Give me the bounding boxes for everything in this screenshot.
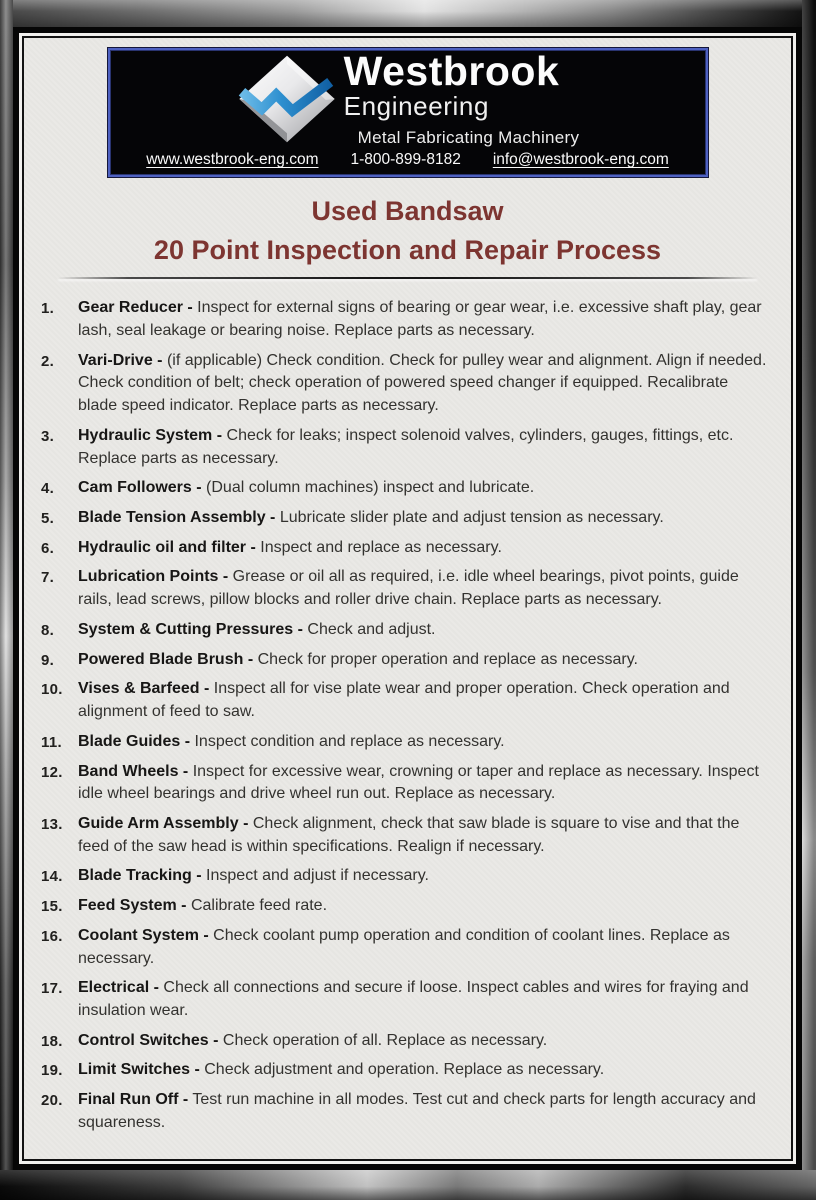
brand-division: Engineering bbox=[343, 91, 490, 121]
metallic-frame-bottom bbox=[0, 1170, 816, 1200]
item-number: 1. bbox=[41, 300, 55, 318]
header-box bbox=[108, 48, 708, 177]
item-number: 9. bbox=[41, 651, 55, 669]
item-text: Check and adjust. bbox=[307, 620, 436, 638]
item-number: 3. bbox=[41, 427, 55, 445]
item-label: Control Switches - bbox=[78, 1031, 219, 1049]
item-text: Inspect for excessive wear, crowning or taper and replace as necessary. Inspect idle wheel bearings and drive wheel run out. Replace as necessary. bbox=[78, 762, 759, 803]
title-divider bbox=[58, 277, 757, 279]
item-text: Check all connections and secure if loose. Inspect cables and wires for fraying and insulation wear. bbox=[78, 979, 749, 1019]
item-label: System & Cutting Pressures - bbox=[78, 620, 303, 638]
list-item bbox=[41, 477, 771, 500]
item-text: Inspect and replace as necessary. bbox=[260, 538, 502, 556]
item-label: Blade Tracking - bbox=[78, 867, 202, 885]
item-number: 12. bbox=[41, 763, 63, 781]
item-label: Guide Arm Assembly - bbox=[78, 814, 249, 832]
brand-tagline: Metal Fabricating Machinery bbox=[357, 127, 580, 147]
item-number: 2. bbox=[41, 352, 55, 370]
item-number: 20. bbox=[41, 1092, 63, 1110]
item-label: Hydraulic System - bbox=[78, 426, 223, 444]
item-label: Hydraulic oil and filter - bbox=[78, 538, 256, 556]
page-title-line1: Used Bandsaw bbox=[311, 196, 504, 226]
list-item bbox=[41, 895, 771, 918]
list-item bbox=[41, 813, 771, 858]
item-text: Check for leaks; inspect solenoid valves, cylinders, gauges, fittings, etc. Replace parts as necessary. bbox=[78, 426, 734, 467]
list-item bbox=[41, 619, 771, 642]
item-label: Limit Switches - bbox=[78, 1061, 200, 1079]
item-label: Powered Blade Brush - bbox=[78, 650, 254, 668]
list-item bbox=[41, 761, 771, 806]
item-label: Blade Tension Assembly - bbox=[78, 509, 276, 527]
contact-row bbox=[146, 151, 669, 175]
inspection-list bbox=[24, 297, 791, 1134]
item-label: Electrical - bbox=[78, 979, 159, 997]
paper-content bbox=[24, 38, 791, 1159]
page-title-line2: 20 Point Inspection and Repair Process bbox=[153, 235, 662, 266]
item-number: 13. bbox=[41, 815, 63, 833]
item-text: Inspect and adjust if necessary. bbox=[206, 867, 429, 885]
brand-text-block bbox=[343, 48, 580, 148]
item-number: 17. bbox=[41, 980, 63, 998]
metallic-frame-top bbox=[0, 0, 816, 28]
item-text: Check for proper operation and replace as necessary. bbox=[257, 650, 638, 668]
website-link[interactable]: www.westbrook-eng.com bbox=[146, 150, 319, 168]
item-number: 5. bbox=[41, 510, 55, 528]
item-number: 6. bbox=[41, 539, 55, 557]
item-label: Gear Reducer - bbox=[78, 299, 193, 317]
item-text: Inspect all for vise plate wear and proper operation. Check operation and alignment of feed to saw. bbox=[78, 680, 730, 721]
item-text: Check operation of all. Replace as necessary. bbox=[222, 1031, 548, 1049]
item-label: Feed System - bbox=[78, 897, 187, 915]
list-item bbox=[41, 297, 771, 342]
item-text: (if applicable) Check condition. Check for pulley wear and alignment. Align if needed. Check condition of belt; check operation of powered speed changer if equipped. Recalibrate blade speed indicator. Replace parts as necessary. bbox=[78, 351, 767, 415]
brand-name: Westbrook bbox=[343, 48, 560, 94]
list-item bbox=[41, 566, 771, 611]
list-item bbox=[41, 731, 771, 754]
item-label: Final Run Off - bbox=[78, 1091, 189, 1109]
item-number: 14. bbox=[41, 868, 63, 886]
list-item bbox=[41, 350, 771, 418]
item-label: Vari-Drive - bbox=[78, 351, 163, 369]
list-item bbox=[41, 678, 771, 723]
item-text: Grease or oil all as required, i.e. idle wheel bearings, pivot points, guide rails, lead screws, pillow blocks and roller drive chain. Replace parts as necessary. bbox=[78, 568, 739, 609]
item-text: Check adjustment and operation. Replace as necessary. bbox=[204, 1061, 605, 1079]
item-text: Test run machine in all modes. Test cut and check parts for length accuracy and squareness. bbox=[78, 1091, 756, 1131]
item-number: 10. bbox=[41, 681, 63, 699]
item-label: Lubrication Points - bbox=[78, 568, 229, 586]
item-text: Check alignment, check that saw blade is square to vise and that the feed of the saw head is within specifications. Realign if necessary. bbox=[78, 814, 740, 855]
item-label: Cam Followers - bbox=[78, 479, 202, 497]
list-item bbox=[41, 1059, 771, 1082]
item-number: 19. bbox=[41, 1062, 63, 1080]
phone-number: 1-800-899-8182 bbox=[350, 150, 461, 168]
email-link[interactable]: info@westbrook-eng.com bbox=[492, 150, 669, 168]
list-item bbox=[41, 537, 771, 560]
metallic-frame-right bbox=[802, 0, 816, 1200]
item-number: 7. bbox=[41, 569, 55, 587]
list-item bbox=[41, 425, 771, 470]
item-label: Band Wheels - bbox=[78, 762, 189, 780]
item-number: 11. bbox=[41, 733, 62, 751]
item-number: 4. bbox=[41, 480, 55, 498]
metallic-frame-left bbox=[0, 0, 13, 1200]
item-label: Vises & Barfeed - bbox=[78, 680, 210, 698]
item-text: Check coolant pump operation and condition of coolant lines. Replace as necessary. bbox=[78, 926, 730, 967]
item-text: Inspect condition and replace as necessary. bbox=[194, 732, 505, 750]
list-item bbox=[41, 649, 771, 672]
list-item bbox=[41, 1089, 771, 1134]
item-text: (Dual column machines) inspect and lubricate. bbox=[206, 479, 535, 497]
list-item bbox=[41, 1030, 771, 1053]
item-number: 16. bbox=[41, 927, 63, 945]
list-item bbox=[41, 865, 771, 888]
list-item bbox=[41, 977, 771, 1022]
item-number: 15. bbox=[41, 898, 63, 916]
page-title bbox=[24, 192, 791, 270]
list-item bbox=[41, 925, 771, 970]
header-brand-row bbox=[236, 48, 580, 148]
item-text: Lubricate slider plate and adjust tension as necessary. bbox=[279, 509, 664, 527]
item-label: Blade Guides - bbox=[78, 732, 191, 750]
item-number: 18. bbox=[41, 1032, 63, 1050]
westbrook-diamond-w-icon bbox=[236, 54, 338, 144]
list-item bbox=[41, 507, 771, 530]
item-text: Inspect for external signs of bearing or gear wear, i.e. excessive shaft play, gear lash, seal leakage or bearing noise. Replace parts as necessary. bbox=[78, 299, 762, 339]
item-text: Calibrate feed rate. bbox=[190, 897, 328, 915]
item-number: 8. bbox=[41, 621, 55, 639]
item-label: Coolant System - bbox=[78, 926, 209, 944]
